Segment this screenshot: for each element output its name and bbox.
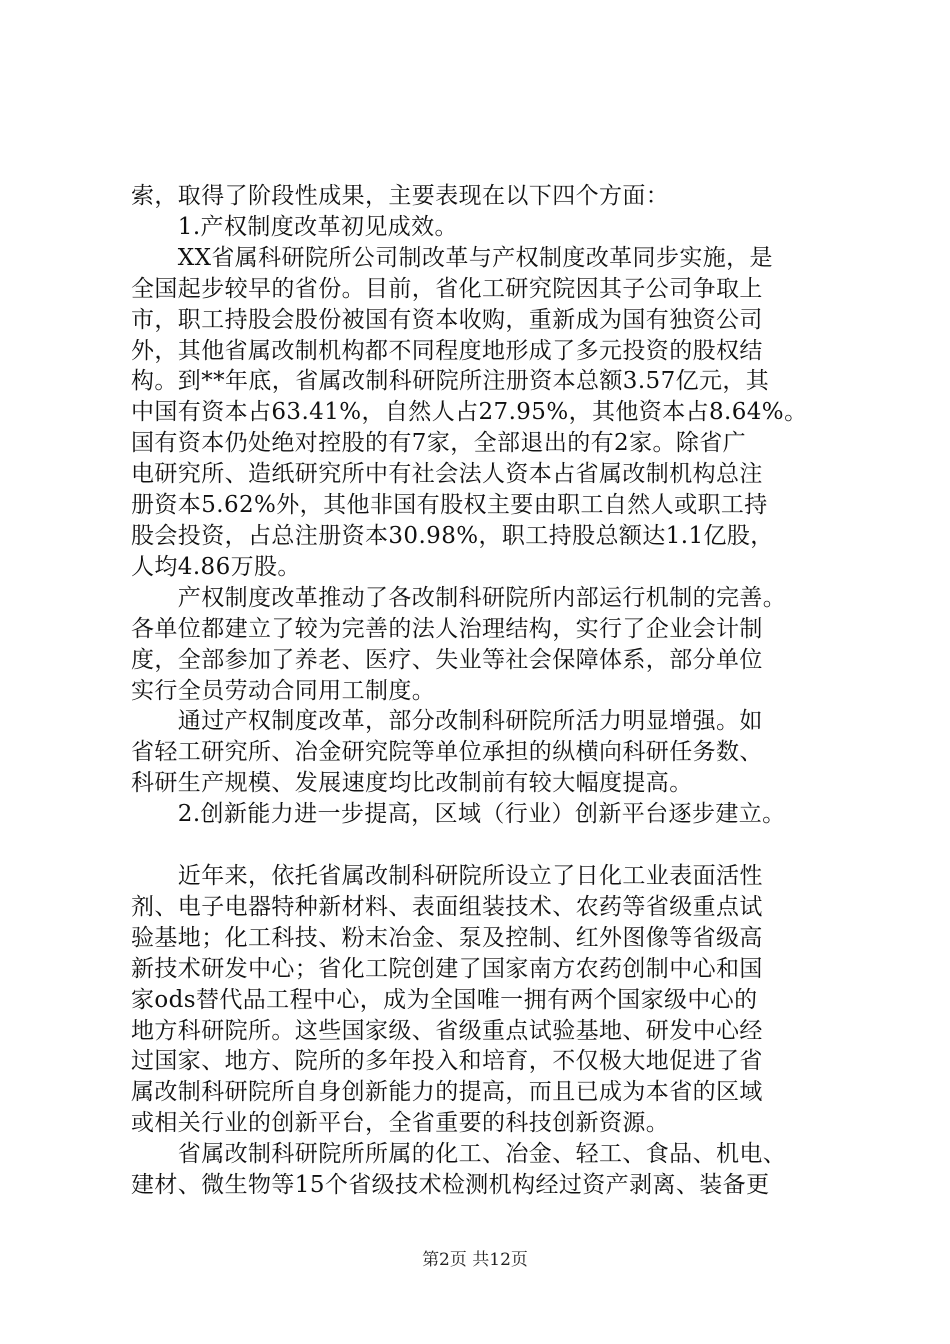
text-line: 中国有资本占63.41%，自然人占27.95%，其他资本占8.64%。 <box>131 399 808 426</box>
text-line: 验基地；化工科技、粉末冶金、泵及控制、红外图像等省级高 <box>131 924 763 951</box>
text-line: 或相关行业的创新平台，全省重要的科技创新资源。 <box>131 1110 670 1137</box>
text-line: 国有资本仍处绝对控股的有7家，全部退出的有2家。除省广 <box>131 430 747 457</box>
text-line: 剂、电子电器特种新材料、表面组装技术、农药等省级重点试 <box>131 893 763 920</box>
text-line: 股会投资，占总注册资本30.98%，职工持股总额达1.1亿股， <box>131 522 774 549</box>
blank-line <box>131 830 831 861</box>
text-line: 科研生产规模、发展速度均比改制前有较大幅度提高。 <box>131 770 693 797</box>
page-number-footer: 第2页 共12页 <box>422 1250 528 1270</box>
text-line: 属改制科研院所自身创新能力的提高，而且已成为本省的区域 <box>131 1079 763 1106</box>
text-line: 全国起步较早的省份。目前，省化工研究院因其子公司争取上 <box>131 275 763 302</box>
text-line: XX省属科研院所公司制改革与产权制度改革同步实施，是 <box>131 244 773 271</box>
text-line: 通过产权制度改革，部分改制科研院所活力明显增强。如 <box>131 708 763 735</box>
section-heading: 2.创新能力进一步提高，区域（行业）创新平台逐步建立。 <box>131 801 786 828</box>
text-line: 册资本5.62%外，其他非国有股权主要由职工自然人或职工持 <box>131 492 768 519</box>
text-line: 地方科研院所。这些国家级、省级重点试验基地、研发中心经 <box>131 1017 763 1044</box>
text-line: 实行全员劳动合同用工制度。 <box>131 677 436 704</box>
text-line: 建材、微生物等15个省级技术检测机构经过资产剥离、装备更 <box>131 1172 770 1199</box>
text-line: 各单位都建立了较为完善的法人治理结构，实行了企业会计制 <box>131 615 763 642</box>
text-line: 索，取得了阶段性成果，主要表现在以下四个方面： <box>131 183 670 209</box>
section-heading: 1.产权制度改革初见成效。 <box>131 213 458 240</box>
text-line: 构。到**年底，省属改制科研院所注册资本总额3.57亿元，其 <box>131 368 770 395</box>
text-line: 过国家、地方、院所的多年投入和培育，不仅极大地促进了省 <box>131 1048 763 1075</box>
text-line: 人均4.86万股。 <box>131 553 301 580</box>
text-line: 度，全部参加了养老、医疗、失业等社会保障体系，部分单位 <box>131 646 763 673</box>
text-line: 省属改制科研院所所属的化工、冶金、轻工、食品、机电、 <box>131 1141 787 1168</box>
text-line: 省轻工研究所、冶金研究院等单位承担的纵横向科研任务数、 <box>131 739 763 766</box>
text-line: 家ods替代品工程中心，成为全国唯一拥有两个国家级中心的 <box>131 986 758 1013</box>
text-line: 近年来，依托省属改制科研院所设立了日化工业表面活性 <box>131 863 763 890</box>
document-body <box>131 181 831 1201</box>
text-line: 新技术研发中心；省化工院创建了国家南方农药创制中心和国 <box>131 955 763 982</box>
text-line: 产权制度改革推动了各改制科研院所内部运行机制的完善。 <box>131 584 787 611</box>
text-line: 外，其他省属改制机构都不同程度地形成了多元投资的股权结 <box>131 337 763 364</box>
text-line: 电研究所、造纸研究所中有社会法人资本占省属改制机构总注 <box>131 461 763 488</box>
text-line: 市，职工持股会股份被国有资本收购，重新成为国有独资公司 <box>131 306 763 333</box>
